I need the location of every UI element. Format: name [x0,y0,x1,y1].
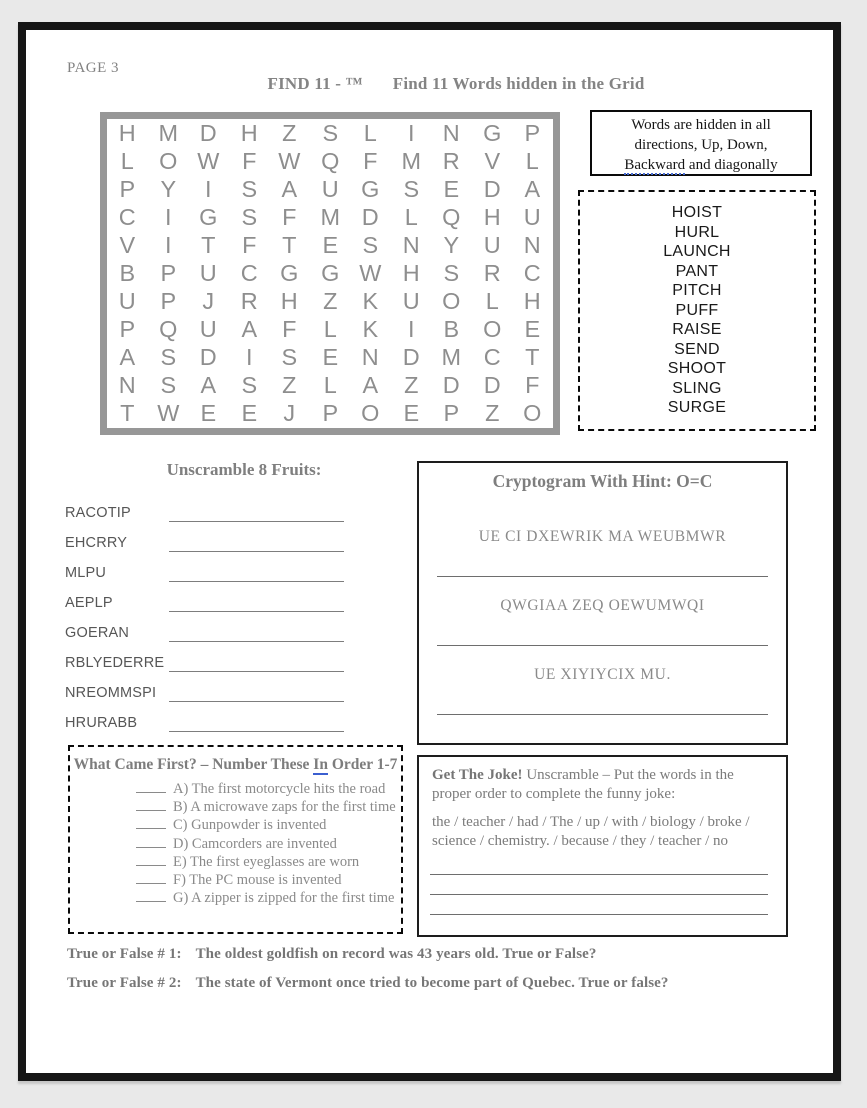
answer-blank-line[interactable] [437,645,767,646]
grid-letter: Z [322,288,338,315]
grid-letter: Q [158,316,177,343]
grid-letter: F [282,203,297,230]
scrambled-fruit-label: AEPLP [65,595,113,611]
grid-letter: Z [403,372,419,399]
number-blank[interactable] [136,853,166,866]
answer-blank-line[interactable] [437,576,767,577]
grid-letter: Z [282,372,297,399]
word-search-grid[interactable] [100,112,560,435]
grid-letter: U [199,316,217,343]
grid-letter: W [197,147,220,174]
grid-letter: N [443,119,461,146]
grid-letter: T [525,344,540,371]
wcf-item-text: E) The first eyeglasses are worn [173,853,360,870]
directions-note-box [590,110,812,176]
number-blank[interactable] [136,889,166,902]
grid-letter: O [523,400,542,427]
grid-letter: N [118,372,136,399]
grid-letter: A [241,316,257,343]
grid-letter: D [402,344,420,371]
grid-letter: W [156,400,179,427]
joke-instructions-text: Unscramble – Put the words in the proper order to complete the funny joke: [432,767,734,802]
grid-letter: U [483,231,501,258]
grid-letter: S [281,344,298,371]
tf-question-text: The state of Vermont once tried to become part of Quebec. True or false? [195,975,669,991]
grid-letter: E [322,231,338,258]
grid-letter: S [159,372,176,399]
grid-letter: T [201,231,216,258]
grid-letter: D [443,372,461,399]
grid-letter: D [483,175,501,202]
grid-letter: C [524,259,542,286]
grid-letter: P [443,400,460,427]
grid-letter: G [483,119,502,146]
word-list [578,190,816,431]
worksheet-page [18,22,841,1081]
page-title [126,74,786,94]
joke-title: Get The Joke! [432,767,523,783]
answer-blank-line[interactable] [169,531,344,552]
grid-letter: U [321,175,339,202]
answer-blank-line[interactable] [169,681,344,702]
wcf-item-text: D) Camcorders are invented [173,835,337,852]
grid-letter: T [282,231,297,258]
grid-letter: H [524,288,542,315]
grid-letter: L [323,372,337,399]
page-title-brand: FIND 11 - ™ [267,74,363,93]
grid-letter: M [401,147,421,174]
grid-letter: L [364,119,378,146]
page-title-sub: Find 11 Words hidden in the Grid [392,74,645,93]
grid-letter: E [241,400,257,427]
grid-letter: I [164,231,172,258]
grid-letter: D [362,203,380,230]
grid-letter: P [119,316,136,343]
word-list-item: SEND [674,340,720,358]
grid-letter: U [199,259,217,286]
what-came-first-title [70,756,401,774]
grid-letter: H [118,119,136,146]
grid-letter: O [442,288,461,315]
fruit-row [65,492,344,522]
cryptogram-cipher-text: UE CI DXEWRIK MA WEUBMWR [478,528,727,545]
grid-letter: P [524,119,541,146]
grid-letter: E [524,316,541,343]
word-list-item: LAUNCH [663,243,731,260]
fruit-row [65,552,344,582]
grid-letter: E [200,400,217,427]
grid-letter: U [402,288,420,315]
grid-letter: M [441,344,462,371]
word-list-item: PITCH [672,282,722,299]
grid-letter: C [240,259,258,286]
answer-blank-line[interactable] [169,621,344,642]
grid-letter: A [281,175,298,202]
word-list-item: HOIST [671,204,723,221]
grid-letter: N [402,231,420,258]
grid-letter: Z [484,400,500,427]
grid-letter: D [483,372,501,399]
grid-letter: T [120,400,135,427]
grid-letter: W [278,147,301,174]
cryptogram-title: Cryptogram With Hint: O=C [492,471,713,491]
grid-letter: L [404,203,418,230]
scrambled-fruit-label: RBLYEDERRE [65,655,165,671]
grid-letter: L [485,288,499,315]
grid-letter: H [240,119,258,146]
grid-letter: Q [442,203,461,230]
word-list-item: PUFF [675,301,719,319]
grid-letter: J [283,400,296,427]
fruit-row [65,522,344,552]
grid-letter: L [323,316,337,343]
wcf-item [136,835,401,853]
answer-blank-line[interactable] [169,591,344,612]
grid-letter: N [524,231,542,258]
grid-letter: M [158,119,178,146]
true-false-question [67,946,807,963]
note-line-2: directions, Up, Down, [634,137,768,153]
grid-letter: E [322,344,338,371]
wcf-item-text: G) A zipper is zipped for the first time [173,890,395,907]
word-list-item: SHOOT [667,360,727,377]
joke-instructions [432,766,773,804]
grid-letter: R [443,147,461,174]
fruit-row [65,612,344,642]
what-came-first-box [68,745,403,934]
unscramble-section-title: Unscramble 8 Fruits: [166,460,322,479]
grid-letter: P [119,175,136,202]
answer-blank-line[interactable] [169,561,344,582]
grid-letter: Q [320,147,340,174]
wcf-title-underlined-word: In [313,756,328,773]
wcf-item [136,853,401,871]
grid-letter: I [407,316,415,343]
grid-letter: Z [282,119,297,146]
wcf-item [136,780,401,798]
grid-letter: F [363,147,378,174]
tf-question-text: The oldest goldfish on record was 43 years old. True or False? [195,946,597,962]
grid-letter: V [484,147,500,174]
scrambled-fruit-label: GOERAN [65,625,130,641]
word-list-item: SLING [672,379,722,397]
fruit-row [65,672,344,702]
word-list-item: HURL [674,223,720,241]
grid-letter: J [202,288,215,315]
grid-letter: Y [159,175,176,202]
fruit-row [65,702,344,732]
grid-letter: F [241,147,257,174]
grid-letter: P [322,400,338,427]
wcf-title-suffix: Order 1-7 [327,756,398,773]
get-the-joke-box [417,755,788,937]
scrambled-fruit-label: NREOMMSPI [65,685,157,701]
grid-letter: O [158,147,177,174]
word-list-item: SURGE [667,399,727,416]
grid-letter: S [443,259,460,286]
grid-letter: G [280,259,299,286]
note-line-1: Words are hidden in all [631,117,771,133]
cryptogram-cipher-text: UE XIYIYCIX MU. [534,666,671,683]
tf-label: True or False # 2: [67,975,182,991]
grid-letter: R [483,259,501,286]
grid-letter: I [245,344,253,371]
true-false-section [67,946,807,1004]
grid-letter: H [483,203,501,230]
grid-letter: K [362,316,379,343]
wcf-item-text: B) A microwave zaps for the first time [173,799,396,816]
grid-letter: S [322,119,338,146]
scrambled-fruit-label: MLPU [65,565,107,581]
grid-letter: E [443,175,460,202]
grid-letter: S [241,372,257,399]
number-blank[interactable] [136,798,166,811]
grid-letter: C [483,344,501,371]
fruit-list [65,492,344,732]
grid-letter: S [241,203,257,230]
grid-letter: N [362,344,380,371]
grid-letter: H [402,259,420,286]
number-blank[interactable] [136,816,166,829]
grid-letter: L [120,147,134,174]
scrambled-fruit-label: HRURABB [65,715,138,731]
wcf-title-prefix: What Came First? – Number These [73,756,314,773]
grid-letter: H [280,288,298,315]
cryptogram-cipher-text: QWGIAA ZEQ OEWUMWQI [500,597,705,614]
wcf-item-text: F) The PC mouse is invented [173,872,342,889]
cryptogram-lines [419,528,786,715]
note-line-3 [592,155,810,175]
wcf-item [136,798,401,816]
grid-letter: P [159,288,176,315]
cryptogram-box [417,461,788,745]
wcf-item [136,816,401,834]
grid-letter: D [199,344,217,371]
grid-letter: A [200,372,217,399]
scrambled-fruit-label: RACOTIP [65,505,131,521]
grid-letter: S [241,175,257,202]
scrambled-fruit-label: EHCRRY [65,535,128,551]
true-false-question [67,975,807,992]
grid-letter: F [525,372,540,399]
note-line-3-rest: and diagonally [685,157,778,173]
grid-letter: K [362,288,379,315]
grid-letter: G [320,259,340,286]
answer-blank-line[interactable] [430,894,768,895]
grid-letter: P [159,259,176,286]
grid-letter: B [119,259,136,286]
grid-letter: U [118,288,136,315]
note-backward-word: Backward [624,157,686,173]
answer-blank-line[interactable] [169,501,344,522]
answer-blank-line[interactable] [430,874,768,875]
grid-letter: D [199,119,217,146]
word-list-item: RAISE [672,321,722,338]
grid-letter: M [320,203,340,230]
wcf-item [136,889,401,907]
grid-letter: S [362,231,379,258]
number-blank[interactable] [136,871,166,884]
tf-label: True or False # 1: [67,946,182,962]
grid-letter: Y [443,231,460,258]
answer-blank-line[interactable] [437,714,767,715]
grid-letter: A [524,175,541,202]
fruit-row [65,642,344,672]
number-blank[interactable] [136,780,166,793]
grid-letter: V [119,231,136,258]
answer-blank-line[interactable] [169,651,344,672]
grid-letter: R [240,288,258,315]
grid-letter: O [361,400,380,427]
grid-letter: I [164,203,172,230]
grid-letter: I [205,175,212,202]
page-number-label: PAGE 3 [67,60,120,76]
number-blank[interactable] [136,835,166,848]
grid-letter: F [282,316,297,343]
wcf-item-text: C) Gunpowder is invented [173,817,327,834]
grid-letter: U [524,203,542,230]
grid-letter: C [118,203,136,230]
grid-letter: A [119,344,136,371]
wcf-items [136,780,401,907]
fruit-row [65,582,344,612]
grid-letter: F [241,231,257,258]
grid-letter: G [361,175,380,202]
grid-letter: S [159,344,176,371]
word-list-item: PANT [675,262,719,280]
grid-letter: B [443,316,460,343]
grid-letter: S [403,175,419,202]
answer-blank-line[interactable] [430,914,768,915]
wcf-item [136,871,401,889]
grid-letter: O [483,316,502,343]
grid-letter: G [199,203,218,230]
wcf-item-text: A) The first motorcycle hits the road [173,781,386,797]
grid-letter: W [359,259,382,286]
grid-letter: L [526,147,540,174]
grid-letter: A [362,372,379,399]
grid-letter: E [403,400,419,427]
grid-letter: I [407,119,415,146]
joke-scrambled-words: the / teacher / had / The / up / with / biology / broke / science / chemistry. / because / they / teacher / no [432,814,750,849]
answer-blank-line[interactable] [169,711,344,732]
